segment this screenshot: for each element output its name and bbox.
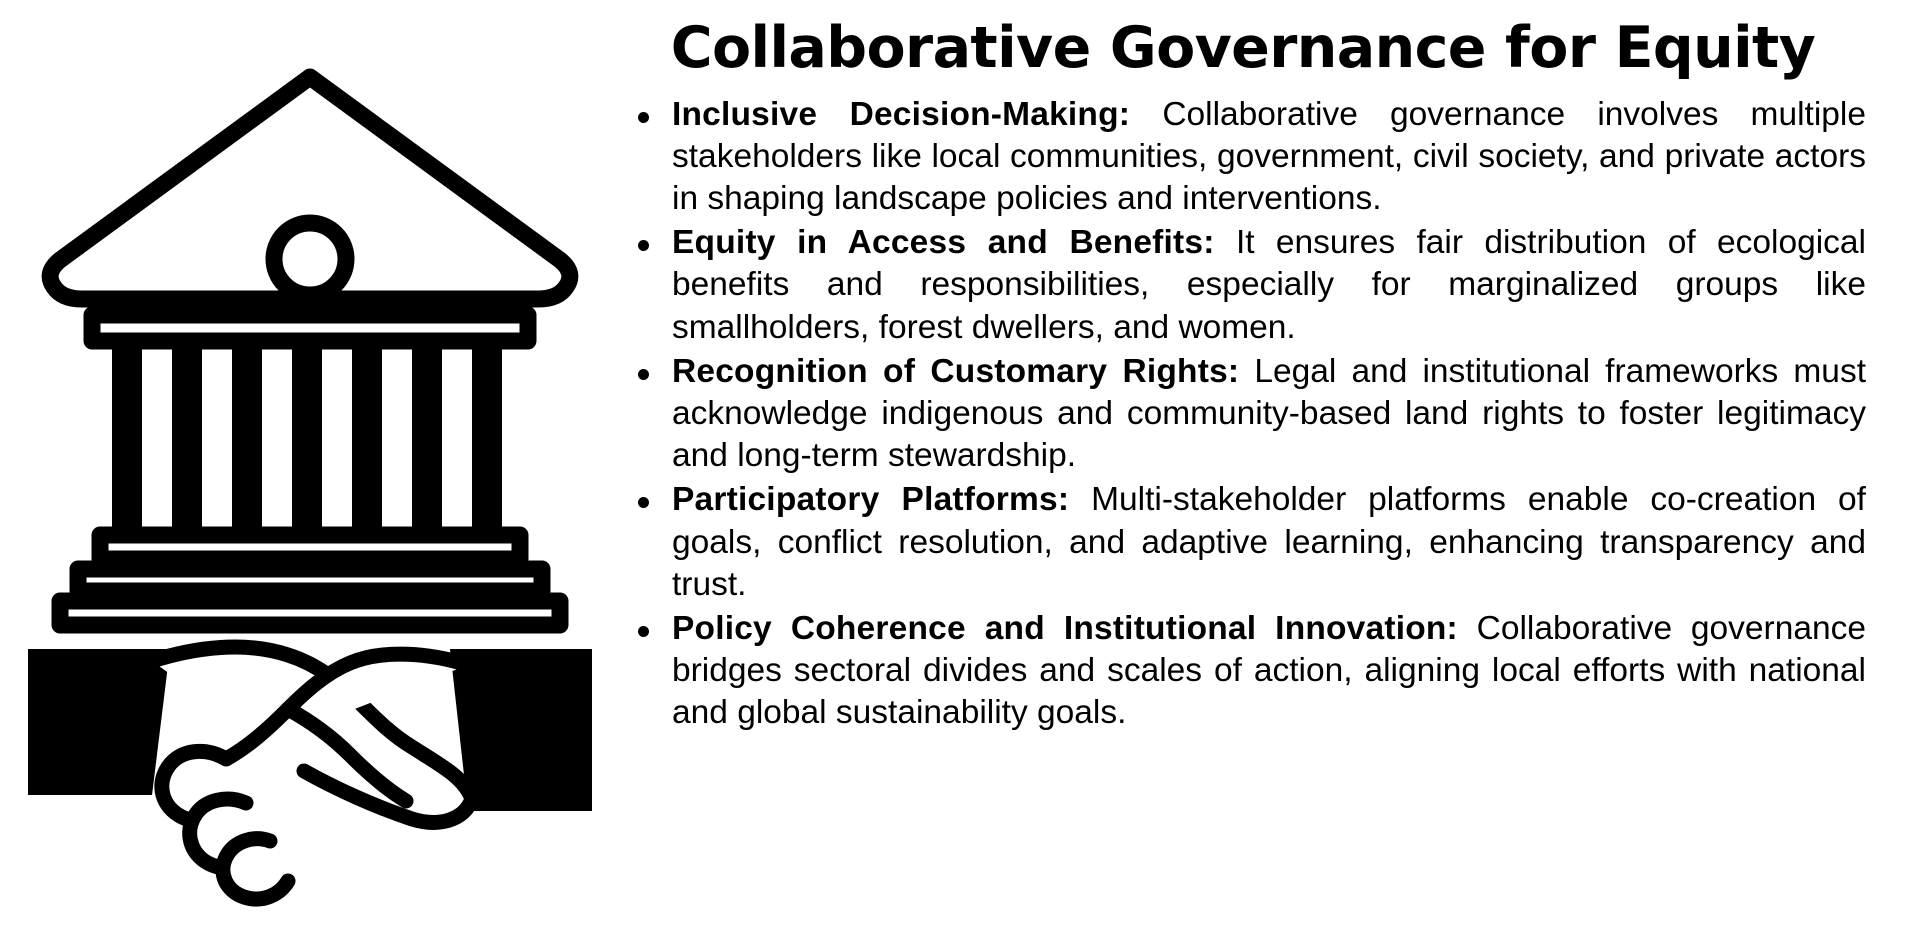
list-item bbox=[620, 222, 1866, 349]
bullet-lead: Inclusive Decision-Making: bbox=[672, 95, 1131, 133]
list-item bbox=[620, 351, 1866, 478]
bullet-lead: Participatory Platforms: bbox=[672, 481, 1070, 519]
bullet-lead: Policy Coherence and Institutional Innovation: bbox=[672, 609, 1458, 647]
bullet-text: It ensures fair distribution of ecological benefits and responsibilities, especially for marginalized groups like smallholders, forest dwellers, and women. bbox=[672, 224, 1866, 346]
bullet-lead: Equity in Access and Benefits: bbox=[672, 224, 1215, 262]
bullet-text: Collaborative governance bridges sectoral divides and scales of action, aligning local efforts with national and global sustainability goals. bbox=[672, 609, 1866, 732]
bullet-lead: Recognition of Customary Rights: bbox=[672, 352, 1240, 390]
illustration-panel bbox=[0, 0, 620, 949]
bullet-list bbox=[620, 94, 1866, 735]
bullet-text: Multi-stakeholder platforms enable co-creation of goals, conflict resolution, and adaptive learning, enhancing transparency and trust. bbox=[672, 481, 1866, 603]
list-item bbox=[620, 608, 1866, 735]
content-panel bbox=[620, 0, 1912, 737]
bullet-text: Legal and institutional frameworks must acknowledge indigenous and community-based land rights to foster legitimacy and long-term stewardship. bbox=[672, 352, 1866, 475]
government-building-handshake-icon bbox=[20, 35, 600, 915]
list-item bbox=[620, 94, 1866, 221]
page-title: Collaborative Governance for Equity bbox=[670, 15, 1816, 81]
bullet-text: Collaborative governance involves multiple stakeholders like local communities, government, civil society, and private actors in shaping landscape policies and interventions. bbox=[672, 95, 1866, 217]
list-item bbox=[620, 479, 1866, 606]
